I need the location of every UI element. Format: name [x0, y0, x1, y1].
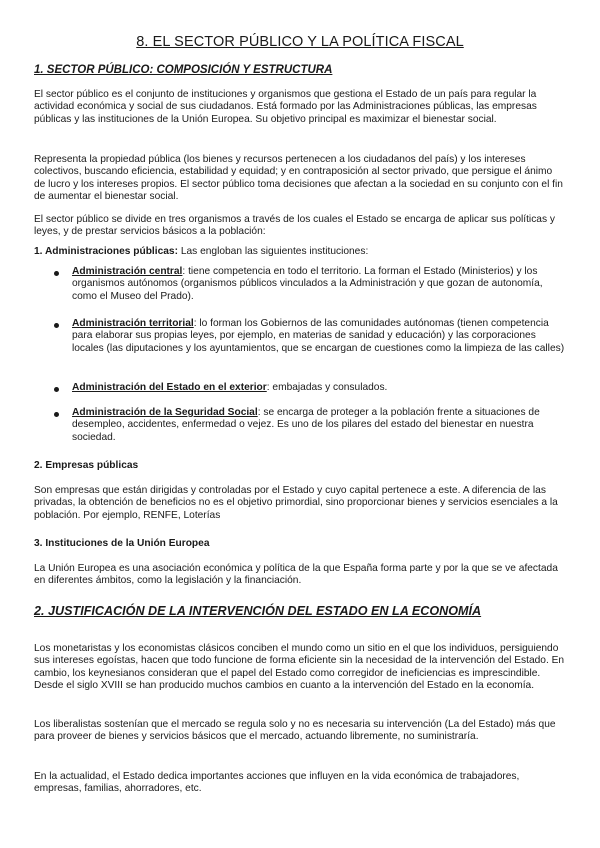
bullet-icon	[54, 271, 59, 276]
bullet-icon	[54, 412, 59, 417]
section-1-paragraph-3: El sector público se divide en tres organismos a través de los cuales el Estado se encarga de aplicar sus políticas y leyes, y de prestar servicios básicos a la población:	[34, 214, 555, 238]
list-item-seguridad-social	[72, 407, 568, 444]
list-item-administracion-territorial	[72, 318, 568, 355]
subsection-3-text: La Unión Europea es una asociación económica y política de la que España forma parte y por la que se ve afectada en diferentes ámbitos, como la legislación y la financiación.	[34, 563, 558, 587]
subsection-3-label: 3. Instituciones de la Unión Europea	[34, 538, 210, 549]
section-2-paragraph-2: Los liberalistas sostenían que el mercado se regula solo y no es necesaria su intervención (La del Estado) más que para proveer de bienes y servicios básicos que el mercado, actuando libremente, no suministraría.	[34, 719, 556, 743]
list-item-term: Administración de la Seguridad Social	[72, 407, 258, 418]
section-2-paragraph-3: En la actualidad, el Estado dedica importantes acciones que influyen en la vida económica de trabajadores, empresas, familias, ahorradores, etc.	[34, 771, 520, 795]
list-item-administracion-central	[72, 266, 568, 303]
list-item-text: : embajadas y consulados.	[266, 382, 388, 393]
subsection-1	[34, 246, 566, 258]
section-1-paragraph-2: Representa la propiedad pública (los bienes y recursos pertenecen a los ciudadanos del país) y los intereses colectivos, buscando eficiencia, estabilidad y equidad; y en contraposición al sector privado, que persigue el ánimo de lucro y los intereses propios. El sector público toma decisiones que afectan a la sociedad en su conjunto con el fin de aumentar el bienestar social.	[34, 154, 563, 203]
section-1-heading: 1. SECTOR PÚBLICO: COMPOSICIÓN Y ESTRUCTURA	[34, 64, 333, 76]
page-title: 8. EL SECTOR PÚBLICO Y LA POLÍTICA FISCAL	[136, 34, 464, 50]
list-item-term: Administración del Estado en el exterior	[72, 382, 267, 393]
bullet-icon	[54, 323, 59, 328]
list-item-term: Administración central	[72, 266, 183, 277]
bullet-icon	[54, 387, 59, 392]
subsection-1-label: 1. Administraciones públicas:	[34, 246, 178, 257]
list-item-text: : se encarga de proteger a la población frente a situaciones de desempleo, accidentes, enfermedad o vejez. Es uno de los pilares del estado del bienestar en nuestra sociedad.	[72, 407, 540, 443]
section-2-heading: 2. JUSTIFICACIÓN DE LA INTERVENCIÓN DEL ESTADO EN LA ECONOMÍA	[34, 604, 482, 618]
section-2-paragraph-1: Los monetaristas y los economistas clásicos conciben el mundo como un sitio en el que los individuos, persiguiendo sus intereses egoístas, hacen que todo funcione de forma eficiente sin la necesidad de la intervención del Estado. En cambio, los keynesianos consideran que el papel del Estado como corregidor de ineficiencias es imprescindible. Desde el siglo XVIII se han producido muchos cambios en cuanto a la intervención del Estado en la economía.	[34, 643, 565, 692]
section-1-paragraph-1: El sector público es el conjunto de instituciones y organismos que gestiona el Estado de un país para regular la actividad económica y social de sus ciudadanos. Está formado por las Administraciones públicas, las empresas públicas y las instituciones de la Unión Europea. Su objetivo principal es maximizar el bienestar social.	[34, 89, 537, 125]
list-item-text: : tiene competencia en todo el territorio. La forman el Estado (Ministerios) y los organismos autónomos (organismos públicos vinculados a la Administración y que gozan de autonomía, como el Museo del Prado).	[72, 266, 543, 302]
list-item-text: : lo forman los Gobiernos de las comunidades autónomas (tienen competencia para elaborar sus propias leyes, por ejemplo, en materias de sanidad y educación) y las corporaciones locales (las diputaciones y los ayuntamientos, que se encargan de cuestiones como la limpieza de las calles)	[72, 318, 565, 354]
list-item-administracion-exterior	[72, 382, 568, 394]
subsection-2-label: 2. Empresas públicas	[34, 460, 139, 471]
subsection-1-text: Las engloban las siguientes instituciones:	[177, 246, 369, 257]
list-item-term: Administración territorial	[72, 318, 194, 329]
subsection-2-text: Son empresas que están dirigidas y controladas por el Estado y cuyo capital pertenece a este. A diferencia de las privadas, la obtención de beneficios no es el objetivo primordial, sino proporcionar bienes y servicios esenciales a la población. Por ejemplo, RENFE, Loterías	[34, 485, 558, 521]
